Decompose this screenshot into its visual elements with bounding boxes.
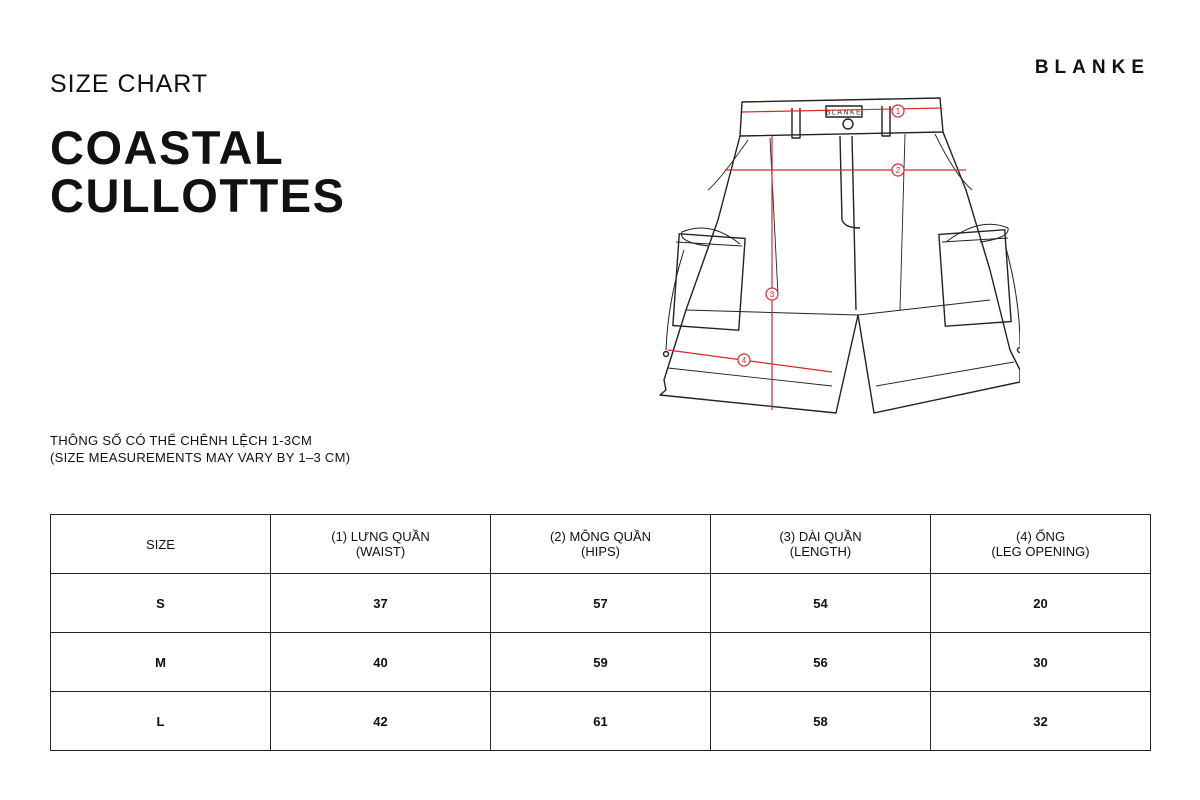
waist-cell: 40 bbox=[271, 633, 491, 692]
col-header-label: (1) LƯNG QUẦN bbox=[331, 529, 430, 544]
table-row bbox=[51, 574, 1151, 633]
size-cell: S bbox=[51, 574, 271, 633]
col-header-hips bbox=[491, 515, 711, 574]
col-header-label: SIZE bbox=[146, 536, 175, 552]
size-cell: L bbox=[51, 692, 271, 751]
size-chart-subtitle: SIZE CHART bbox=[50, 70, 209, 98]
waist-cell: 42 bbox=[271, 692, 491, 751]
col-header-label: (2) MÔNG QUẦN bbox=[549, 529, 652, 544]
marker-2-label: 2 bbox=[895, 166, 901, 175]
marker-1-label: 1 bbox=[895, 107, 901, 116]
hips-cell: 57 bbox=[491, 574, 711, 633]
length-cell: 58 bbox=[711, 692, 931, 751]
shorts-illustration bbox=[600, 10, 1020, 500]
product-title-line2: CULLOTTES bbox=[50, 169, 346, 222]
col-header-sublabel: (HIPS) bbox=[581, 544, 620, 559]
table-row bbox=[51, 692, 1151, 751]
garment-label-text: BLANKE bbox=[825, 109, 863, 117]
product-title bbox=[50, 121, 530, 222]
marker-4-label: 4 bbox=[741, 356, 747, 365]
col-header-size bbox=[51, 515, 271, 574]
table-header-row bbox=[51, 515, 1151, 574]
leg-opening-cell: 32 bbox=[931, 692, 1151, 751]
leg-opening-cell: 20 bbox=[931, 574, 1151, 633]
col-header-sublabel: (LEG OPENING) bbox=[991, 544, 1090, 559]
length-cell: 56 bbox=[711, 633, 931, 692]
col-header-sublabel: (LENGTH) bbox=[789, 544, 852, 559]
waist-cell: 37 bbox=[271, 574, 491, 633]
hips-cell: 59 bbox=[491, 633, 711, 692]
col-header-label: (3) DÀI QUẦN bbox=[779, 529, 862, 544]
col-header-sublabel: (WAIST) bbox=[355, 544, 406, 559]
size-table bbox=[50, 514, 1151, 751]
marker-3-label: 3 bbox=[769, 290, 775, 299]
col-header-leg-opening bbox=[931, 515, 1151, 574]
size-cell: M bbox=[51, 633, 271, 692]
measurement-note-vi: THÔNG SỐ CÓ THỂ CHÊNH LỆCH 1-3CM bbox=[50, 433, 313, 448]
col-header-label: (4) ỐNG bbox=[1015, 529, 1066, 544]
length-cell: 54 bbox=[711, 574, 931, 633]
shorts-outline bbox=[660, 132, 1020, 413]
measurement-note-en: (SIZE MEASUREMENTS MAY VARY BY 1–3 CM) bbox=[50, 450, 351, 465]
brand-logo: BLANKE bbox=[1034, 57, 1150, 78]
hips-cell: 61 bbox=[491, 692, 711, 751]
col-header-length bbox=[711, 515, 931, 574]
table-row bbox=[51, 633, 1151, 692]
product-title-line1: COASTAL bbox=[50, 121, 285, 174]
measurement-note bbox=[50, 432, 350, 466]
col-header-waist bbox=[271, 515, 491, 574]
leg-opening-cell: 30 bbox=[931, 633, 1151, 692]
